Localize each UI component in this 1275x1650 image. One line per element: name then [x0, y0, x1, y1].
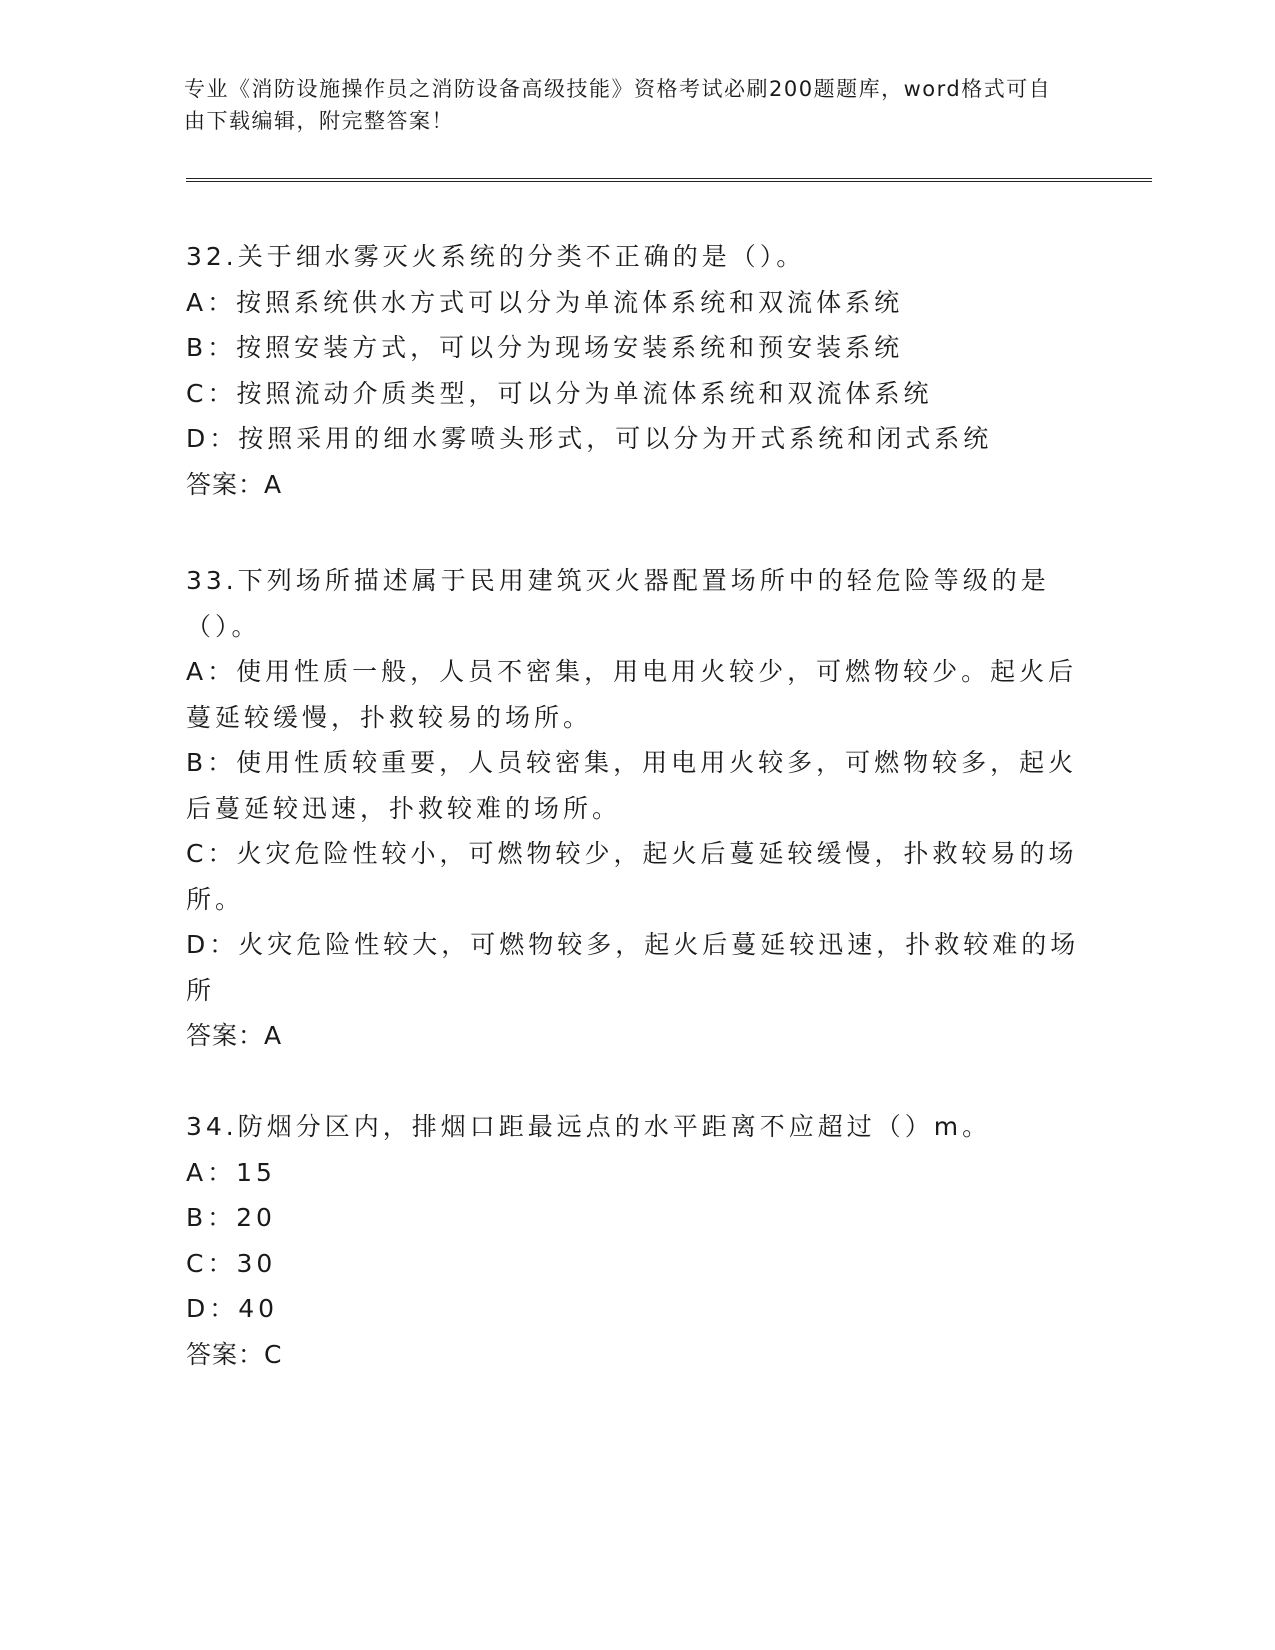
question-33: [186, 558, 1086, 1059]
answer-text: 答案：A: [186, 469, 283, 499]
option-d: D：40: [186, 1294, 279, 1323]
option-c: C：30: [186, 1248, 277, 1278]
option-a: A：使用性质一般，人员不密集，用电用火较少，可燃物较少。起火后蔓延较缓慢，扑救较易的场所。: [186, 657, 1078, 732]
document-header: 专业《消防设施操作员之消防设备高级技能》资格考试必刷200题题库，word格式可自由下载编辑，附完整答案！: [184, 77, 1052, 133]
answer-text: 答案：A: [186, 1021, 283, 1050]
option-a: A：15: [186, 1157, 276, 1187]
question-34: [186, 1104, 1086, 1377]
question-stem: 33.下列场所描述属于民用建筑灭火器配置场所中的轻危险等级的是（）。: [186, 566, 1050, 641]
option-b: B：20: [186, 1203, 276, 1232]
option-a: A：按照系统供水方式可以分为单流体系统和双流体系统: [186, 287, 904, 317]
option-b: B：按照安装方式，可以分为现场安装系统和预安装系统: [186, 333, 904, 362]
option-d: D：火灾危险性较大，可燃物较多，起火后蔓延较迅速，扑救较难的场所: [186, 930, 1080, 1005]
header-divider: [186, 178, 1152, 182]
option-d: D：按照采用的细水雾喷头形式，可以分为开式系统和闭式系统: [186, 424, 993, 453]
question-stem: 32.关于细水雾灭火系统的分类不正确的是（）。: [186, 242, 806, 271]
answer-text: 答案：C: [186, 1339, 283, 1369]
question-32: [186, 234, 1086, 507]
option-c: C：火灾危险性较小，可燃物较少，起火后蔓延较缓慢，扑救较易的场所。: [186, 839, 1078, 914]
question-stem: 34.防烟分区内，排烟口距最远点的水平距离不应超过（）m。: [186, 1112, 992, 1141]
option-c: C：按照流动介质类型，可以分为单流体系统和双流体系统: [186, 378, 933, 408]
option-b: B：使用性质较重要，人员较密集，用电用火较多，可燃物较多，起火后蔓延较迅速，扑救较难的场所。: [186, 748, 1078, 823]
